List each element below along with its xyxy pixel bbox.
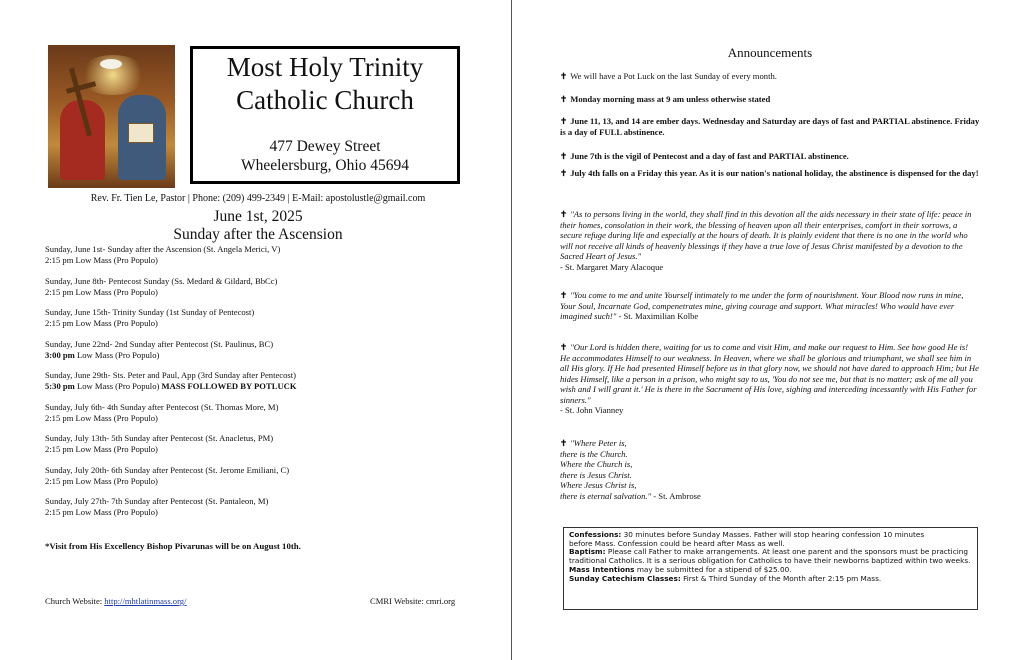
schedule-mass [45,413,475,424]
schedule-day: Sunday, June 15th- Trinity Sunday (1st Sunday of Pentecost) [45,307,255,317]
cross-icon: ✝ [560,151,568,161]
schedule-mass [45,476,475,487]
cross-icon: ✝ [560,438,568,448]
cross-icon: ✝ [560,168,568,178]
quote-author: - St. Margaret Mary Alacoque [560,261,664,272]
schedule-item [45,276,475,298]
announcement-item [560,168,980,179]
quote-text: "You come to me and unite Yourself intimately to me under the form of nourishment. Your Blood now runs in mine, Your Soul, Incarnate God, compenetrates mine, giving courage and support. What miracles! Who would have ever imagined such!" [560,290,964,321]
schedule-day: Sunday, June 8th- Pentecost Sunday (Ss. Medard & Gildard, BbCc) [45,275,278,286]
church-name-line1: Most Holy Trinity [226,52,424,82]
quote-text: "As to persons living in the world, they shall find in this devotion all the aids necessary in their state of life: peace in their homes, consolation in their work, the blessing of heaven upon all their enterprises, comfort in their sorrows, a secure refuge during life and especially at the hours of death. It is plainly evident that there is no one in the world who will not receive all kinds of heavenly blessings if they have a true love of Jesus Christ manifested by a devotion to the Sacred Heart of Jesus." [560,209,972,261]
schedule-item [45,433,475,455]
cross-icon: ✝ [560,116,568,126]
announcement-text: We will have a Pot Luck on the last Sunday of every month. [570,71,777,81]
website-label: Church Website: [45,596,105,606]
announcement-item [560,151,980,162]
quote-block [560,209,980,272]
address-line1: 477 Dewey Street [269,138,381,155]
quote-author: - St. Ambrose [651,490,701,501]
announcement-text: Monday morning mass at 9 am unless otherwise stated [570,94,771,104]
quote-line: there is Jesus Christ. [560,469,632,480]
cross-icon: ✝ [560,94,568,104]
quote-author: - St. Maximilian Kolbe [616,311,699,321]
schedule-item [45,307,475,329]
address-line2: Wheelersburg, Ohio 45694 [240,157,410,174]
bishop-visit-note: *Visit from His Excellency Bishop Pivarunas will be on August 10th. [45,541,301,551]
schedule-mass [45,318,475,329]
intentions-text: may be submitted for a stipend of $25.00. [634,564,792,574]
announcement-text: July 4th falls on a Friday this year. As it is our nation's national holiday, the abstinence is dispensed for the day! [570,168,979,178]
holy-trinity-painting [48,45,175,188]
cross-icon: ✝ [560,342,568,352]
schedule-mass [45,507,475,518]
catechism-label: Sunday Catechism Classes: [569,573,681,583]
schedule-mass [45,350,475,361]
schedule-mass-text: 2:15 pm Low Mass (Pro Populo) [45,507,158,517]
church-title-box [190,46,460,184]
quote-block [560,290,980,322]
announcement-text: June 7th is the vigil of Pentecost and a day of fast and PARTIAL abstinence. [570,151,849,161]
schedule-item [45,402,475,424]
church-name-line2: Catholic Church [236,85,414,115]
schedule-mass [45,287,475,298]
bulletin-occasion: Sunday after the Ascension [173,226,343,243]
sacraments-info-box [563,527,978,610]
schedule-day: Sunday, June 29th- Sts. Peter and Paul, App (3rd Sunday after Pentecost) [45,370,297,380]
schedule-mass [45,381,475,392]
schedule-day: Sunday, July 20th- 6th Sunday after Pentecost (St. Jerome Emiliani, C) [45,464,290,475]
quote-line: there is eternal salvation." [560,490,652,501]
confessions-label: Confessions: [569,530,622,539]
schedule-day: Sunday, June 1st- Sunday after the Ascension (St. Angela Merici, V) [45,244,281,254]
quote-block [560,342,980,416]
schedule-time-bold: 3:00 pm [45,349,75,360]
schedule-mass-text: 2:15 pm Low Mass (Pro Populo) [45,475,158,486]
quote-line: there is the Church. [560,448,628,459]
cross-icon: ✝ [560,290,568,300]
schedule-mass-text: 2:15 pm Low Mass (Pro Populo) [45,318,158,328]
schedule-day: Sunday, July 13th- 5th Sunday after Pentecost (St. Anacletus, PM) [45,433,274,443]
confessions-text2: before Mass. Confession could be heard after Mass as well. [569,538,785,548]
schedule-day: Sunday, July 6th- 4th Sunday after Pentecost (St. Thomas More, M) [45,401,279,412]
quote-line: Where Jesus Christ is, [560,480,637,490]
schedule-item [45,370,475,392]
baptism-label: Baptism: [569,547,606,557]
quote-line: "Where Peter is, [570,438,627,448]
page-divider [511,0,512,660]
mass-schedule [45,244,475,528]
schedule-mass-text: 2:15 pm Low Mass (Pro Populo) [45,286,158,297]
quote-block [560,438,980,501]
pastor-contact-line: Rev. Fr. Tien Le, Pastor | Phone: (209) 499-2349 | E-Mail: apostolustle@gmail.com [90,193,426,204]
intentions-label: Mass Intentions [569,564,635,574]
schedule-item [45,496,475,518]
schedule-time-bold: 5:30 pm [45,381,75,391]
church-website-footer [45,596,187,606]
schedule-mass-text: 2:15 pm Low Mass (Pro Populo) [45,412,158,423]
schedule-mass-text: Low Mass (Pro Populo) [74,381,162,391]
quote-line: Where the Church is, [560,459,633,469]
quote-text: "Our Lord is hidden there, waiting for us to come and visit Him, and make our request to Him. See how good He is! He accommodates Himself to our weakness. In Heaven, where we shall be glorious and triumphant, we shall see him in all His glory. If He had presented Himself before us in that glory now, we should not have dared to approach Him; but He hides Himself, like a person in a prison, who might say to us, 'You do not see me, but that is no matter; ask of me all you wish and I will grant it.' He is there in the Sacrament of His love, sighing and interceding incessantly with His Father for sinners." [560,342,979,405]
announcement-text: June 11, 13, and 14 are ember days. Wednesday and Saturday are days of fast and PARTIAL abstinence. Friday is a day of FULL abstinence. [560,116,980,137]
baptism-text: Please call Father to make arrangements. At least one parent and the sponsors must be practicing traditional Catholics. It is a serious obligation for Catholics to have their newborns baptized within two weeks. [569,547,971,566]
schedule-mass [45,444,475,455]
quote-author: - St. John Vianney [560,405,624,415]
confessions-text: 30 minutes before Sunday Masses. Father will stop hearing confession 10 minutes [621,530,925,539]
schedule-mass [45,255,475,266]
church-website-link[interactable]: http://mhtlatinmass.org/ [104,596,187,606]
announcements-title: Announcements [727,45,813,60]
schedule-item [45,465,475,487]
schedule-mass-text: 2:15 pm Low Mass (Pro Populo) [45,255,158,265]
schedule-mass-text: Low Mass (Pro Populo) [74,349,160,360]
catechism-text: First & Third Sunday of the Month after 2:15 pm Mass. [680,573,882,583]
cmri-website: CMRI Website: cmri.org [370,596,456,606]
cross-icon: ✝ [560,209,568,219]
schedule-mass-text: 2:15 pm Low Mass (Pro Populo) [45,444,158,454]
schedule-item [45,244,475,266]
announcement-item [560,116,980,137]
cross-icon: ✝ [560,71,568,81]
announcement-item [560,94,980,105]
bulletin-heading [48,208,468,244]
announcement-item [560,71,980,82]
bulletin-date: June 1st, 2025 [213,208,303,225]
schedule-day: Sunday, July 27th- 7th Sunday after Pentecost (St. Pantaleon, M) [45,496,269,506]
schedule-item [45,339,475,361]
schedule-extra: MASS FOLLOWED BY POTLUCK [161,381,297,391]
schedule-day: Sunday, June 22nd- 2nd Sunday after Pentecost (St. Paulinus, BC) [45,338,274,349]
